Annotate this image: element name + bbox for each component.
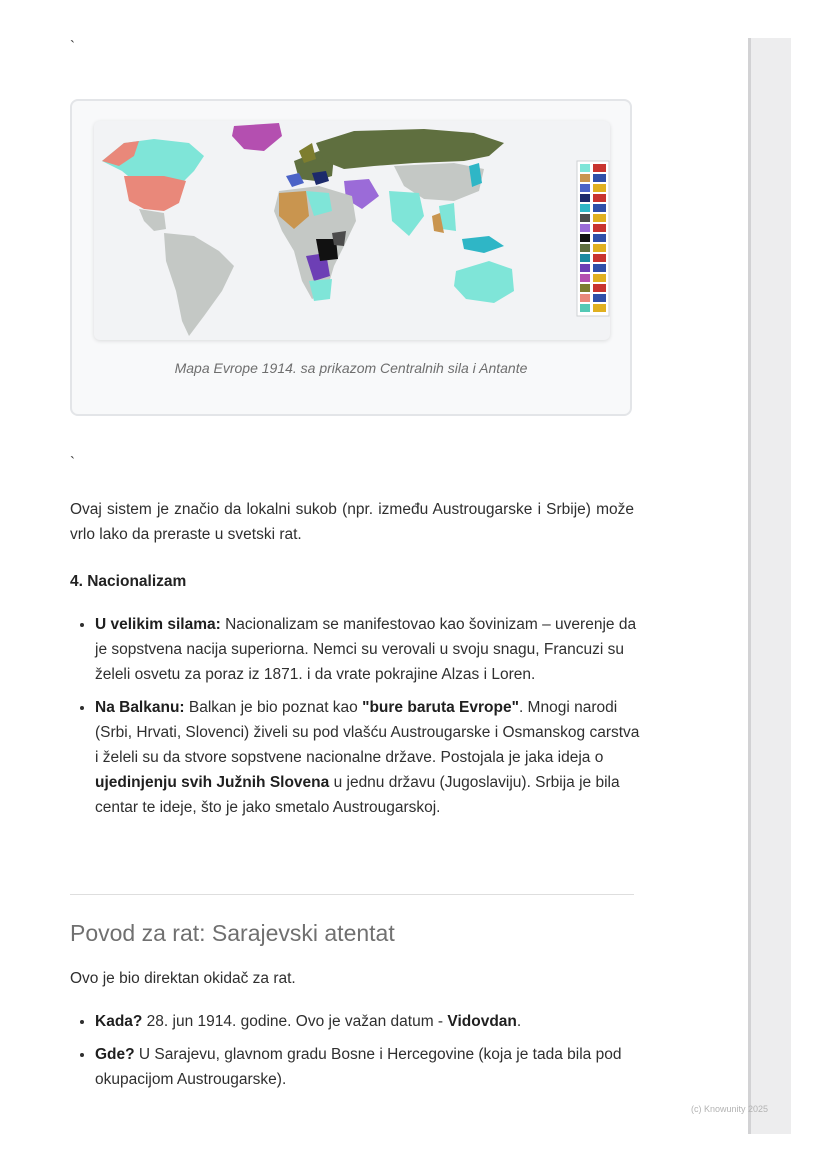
legend-swatch xyxy=(580,174,590,182)
right-sidebar xyxy=(748,38,791,1134)
map-caption: Mapa Evrope 1914. sa prikazom Centralnih sila i Antante xyxy=(174,360,528,376)
legend-swatch xyxy=(580,294,590,302)
legend-flag-icon xyxy=(593,164,606,172)
list-item-text: . xyxy=(516,1013,522,1030)
system-paragraph: Ovaj sistem je značio da lokalni sukob (npr. između Austrougarske i Srbije) može vrlo lako da preraste u svetski rat. xyxy=(70,501,634,543)
legend-flag-icon xyxy=(593,184,606,192)
sidebar-border xyxy=(748,38,751,1134)
emphasis-vidovdan: Vidovdan xyxy=(447,1013,517,1030)
nationalism-list xyxy=(70,612,643,828)
list-item-text: u jednu državu (Jugoslaviju). Srbija je bila centar te ideje, što je jako smetalo Austrougarskoj. xyxy=(95,774,620,816)
backtick-bottom: ` xyxy=(70,454,75,471)
list-item-text: . Mnogi narodi (Srbi, Hrvati, Slovenci) živeli su pod vlašću Austrougarske i Osmanskog carstva i želeli su da stvore sopstvene nacionalne države. Postojala je jaka ideja o xyxy=(95,699,640,766)
section-heading-nationalism: 4. Nacionalizam xyxy=(70,573,187,590)
legend-flag-icon xyxy=(593,224,606,232)
legend-swatch xyxy=(580,214,590,222)
list-item-lead: Gde? xyxy=(95,1046,135,1063)
list-item xyxy=(95,1042,643,1092)
emphasis-south-slavs: ujedinjenju svih Južnih Slovena xyxy=(95,774,330,791)
legend-swatch xyxy=(580,204,590,212)
list-item-text: 28. jun 1914. godine. Ovo je važan datum - xyxy=(142,1013,448,1030)
legend-flag-icon xyxy=(593,194,606,202)
backtick-top: ` xyxy=(70,38,75,55)
legend-swatch xyxy=(580,304,590,312)
world-map-card xyxy=(94,121,610,340)
list-item-lead: Kada? xyxy=(95,1013,143,1030)
list-item-text: Balkan je bio poznat kao xyxy=(184,699,363,716)
list-item-lead: Na Balkanu: xyxy=(95,699,185,716)
legend-swatch xyxy=(580,164,590,172)
list-item-lead: U velikim silama: xyxy=(95,616,221,633)
legend-flag-icon xyxy=(593,204,606,212)
legend-swatch xyxy=(580,194,590,202)
legend-swatch xyxy=(580,184,590,192)
list-item xyxy=(95,612,643,687)
legend-flag-icon xyxy=(593,264,606,272)
world-map-image xyxy=(94,121,610,340)
list-item-text: U Sarajevu, glavnom gradu Bosne i Hercegovine (koja je tada bila pod okupacijom Austrougarske). xyxy=(95,1046,622,1088)
legend-swatch xyxy=(580,234,590,242)
footer-copyright: (c) Knowunity 2025 xyxy=(691,1104,769,1114)
section-heading-cause: Povod za rat: Sarajevski atentat xyxy=(70,920,395,946)
legend-swatch xyxy=(580,244,590,252)
legend-flag-icon xyxy=(593,294,606,302)
legend-flag-icon xyxy=(593,284,606,292)
legend-flag-icon xyxy=(593,304,606,312)
list-item xyxy=(95,1009,643,1034)
map-figure xyxy=(70,99,632,416)
legend-swatch xyxy=(580,264,590,272)
legend-swatch xyxy=(580,254,590,262)
legend-swatch xyxy=(580,284,590,292)
list-item xyxy=(95,695,643,820)
legend-flag-icon xyxy=(593,254,606,262)
legend-flag-icon xyxy=(593,214,606,222)
legend-swatch xyxy=(580,224,590,232)
legend-flag-icon xyxy=(593,234,606,242)
legend-flag-icon xyxy=(593,244,606,252)
legend-flag-icon xyxy=(593,174,606,182)
emphasis-powder-keg: "bure baruta Evrope" xyxy=(362,699,519,716)
section-divider xyxy=(70,894,634,895)
legend-flag-icon xyxy=(593,274,606,282)
legend-swatch xyxy=(580,274,590,282)
cause-list xyxy=(70,1009,643,1100)
cause-intro: Ovo je bio direktan okidač za rat. xyxy=(70,970,296,987)
map-legend xyxy=(577,161,609,316)
list-item-text: Nacionalizam se manifestovao kao šovinizam – uverenje da je sopstvena nacija superiorna. Nemci su verovali u svoju snagu, Francuzi su želeli osvetu za poraz iz 1871. i da vrate pokrajine Alzas i Loren. xyxy=(95,616,637,683)
